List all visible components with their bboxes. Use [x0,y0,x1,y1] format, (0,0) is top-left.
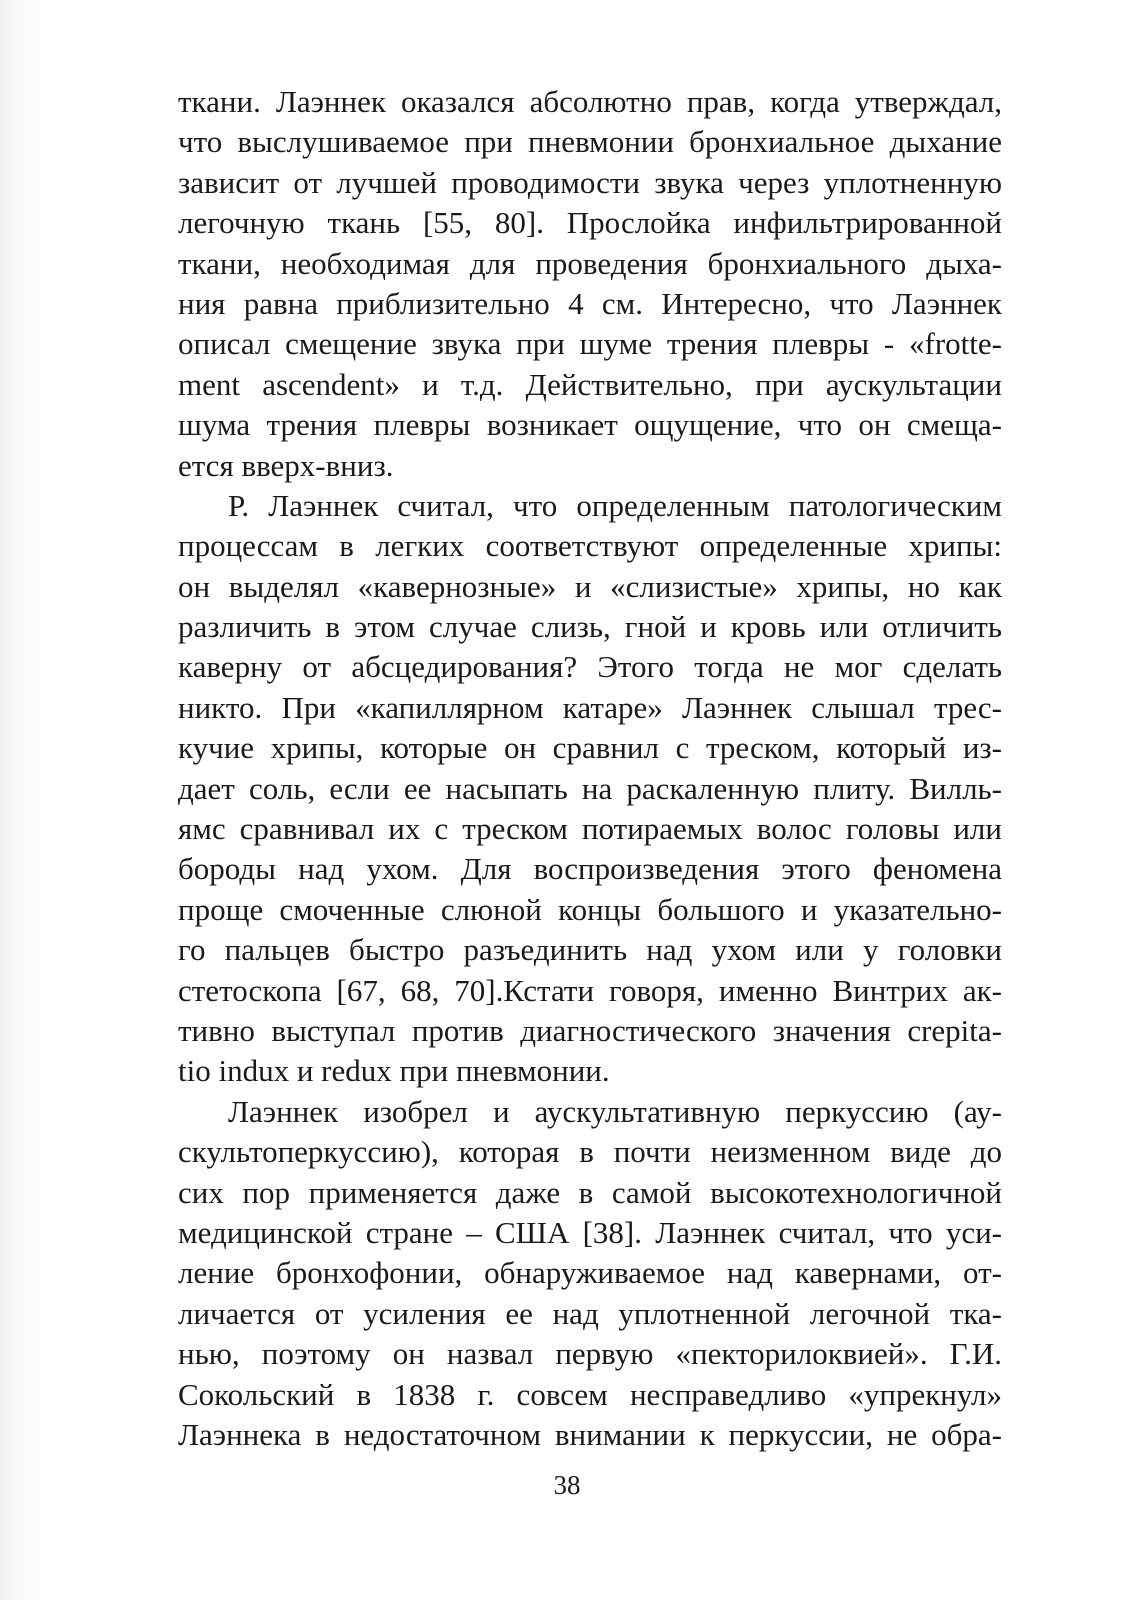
page-number: 38 [553,1470,581,1500]
text-line: го пальцев быстро разъединить над ухом или у головки [178,932,1002,968]
text-line: что выслушиваемое при пневмонии бронхиальное дыхание [178,124,1002,160]
text-line: легочную ткань [55, 80]. Прослойка инфильтрированной [178,205,1002,241]
body-text [178,82,1002,1455]
text-line: тивно выступал против диагностического значения crepita- [178,1012,1002,1048]
text-line: Лаэннека в недостаточном внимании к перкуссии, не обра- [178,1416,1002,1452]
text-line: ямс сравнивал их с треском потираемых волос головы или [178,811,1002,847]
text-line: кучие хрипы, которые он сравнил с треском, который из- [178,730,1002,766]
text-line: дает соль, если ее насыпать на раскаленную плиту. Вилль- [178,770,1002,806]
text-line: процессам в легких соответствуют определенные хрипы: [178,528,1002,564]
text-line: никто. При «капиллярном катаре» Лаэннек слышал трес- [178,689,1002,725]
text-line: нью, поэтому он назвал первую «пекторилоквией». Г.И. [178,1336,1002,1372]
text-line: зависит от лучшей проводимости звука через уплотненную [178,164,1002,200]
text-line: описал смещение звука при шуме трения плевры - «frotte- [178,326,1002,362]
text-line: проще смоченные слюной концы большого и указательно- [178,891,1002,927]
text-line: он выделял «кавернозные» и «слизистые» хрипы, но как [178,568,1002,604]
text-line: медицинской стране – США [38]. Лаэннек считал, что уси- [178,1214,1002,1250]
text-line: стетоскопа [67, 68, 70].Кстати говоря, именно Винтрих ак- [178,972,1002,1008]
text-line: Лаэннек изобрел и аускультативную перкуссию (ау- [228,1093,1002,1129]
text-line: каверну от абсцедирования? Этого тогда не мог сделать [178,649,1002,685]
text-line: ткани. Лаэннек оказался абсолютно прав, когда утверждал, [178,84,1002,119]
text-line: скультоперкуссию), которая в почти неизменном виде до [178,1134,1002,1170]
text-line: личается от усиления ее над уплотненной легочной тка- [178,1295,1002,1331]
text-line: Р. Лаэннек считал, что определенным патологическим [228,487,1002,523]
text-line: сих пор применяется даже в самой высокотехнологичной [178,1174,1002,1210]
text-line: ment ascendent» и т.д. Действительно, при аускультации [178,366,1002,402]
text-line: ния равна приблизительно 4 см. Интересно, что Лаэннек [178,285,1002,321]
text-line: ется вверх-вниз. [178,447,394,483]
text-line: ление бронхофонии, обнаруживаемое над кавернами, от- [178,1255,1002,1291]
text-line: tio indux и redux при пневмонии. [178,1053,610,1089]
text-line: шума трения плевры возникает ощущение, что он смеща- [178,407,1002,443]
text-line: бороды над ухом. Для воспроизведения этого феномена [178,851,1002,887]
scan-page-edge [0,0,60,1600]
text-line: Сокольский в 1838 г. совсем несправедливо «упрекнул» [178,1376,1002,1412]
paragraph-1 [178,82,1002,486]
paragraph-2 [178,486,1002,1092]
paragraph-3 [178,1092,1002,1456]
text-line: ткани, необходимая для проведения бронхиального дыха- [178,245,1002,281]
text-line: различить в этом случае слизь, гной и кровь или отличить [178,609,1002,645]
